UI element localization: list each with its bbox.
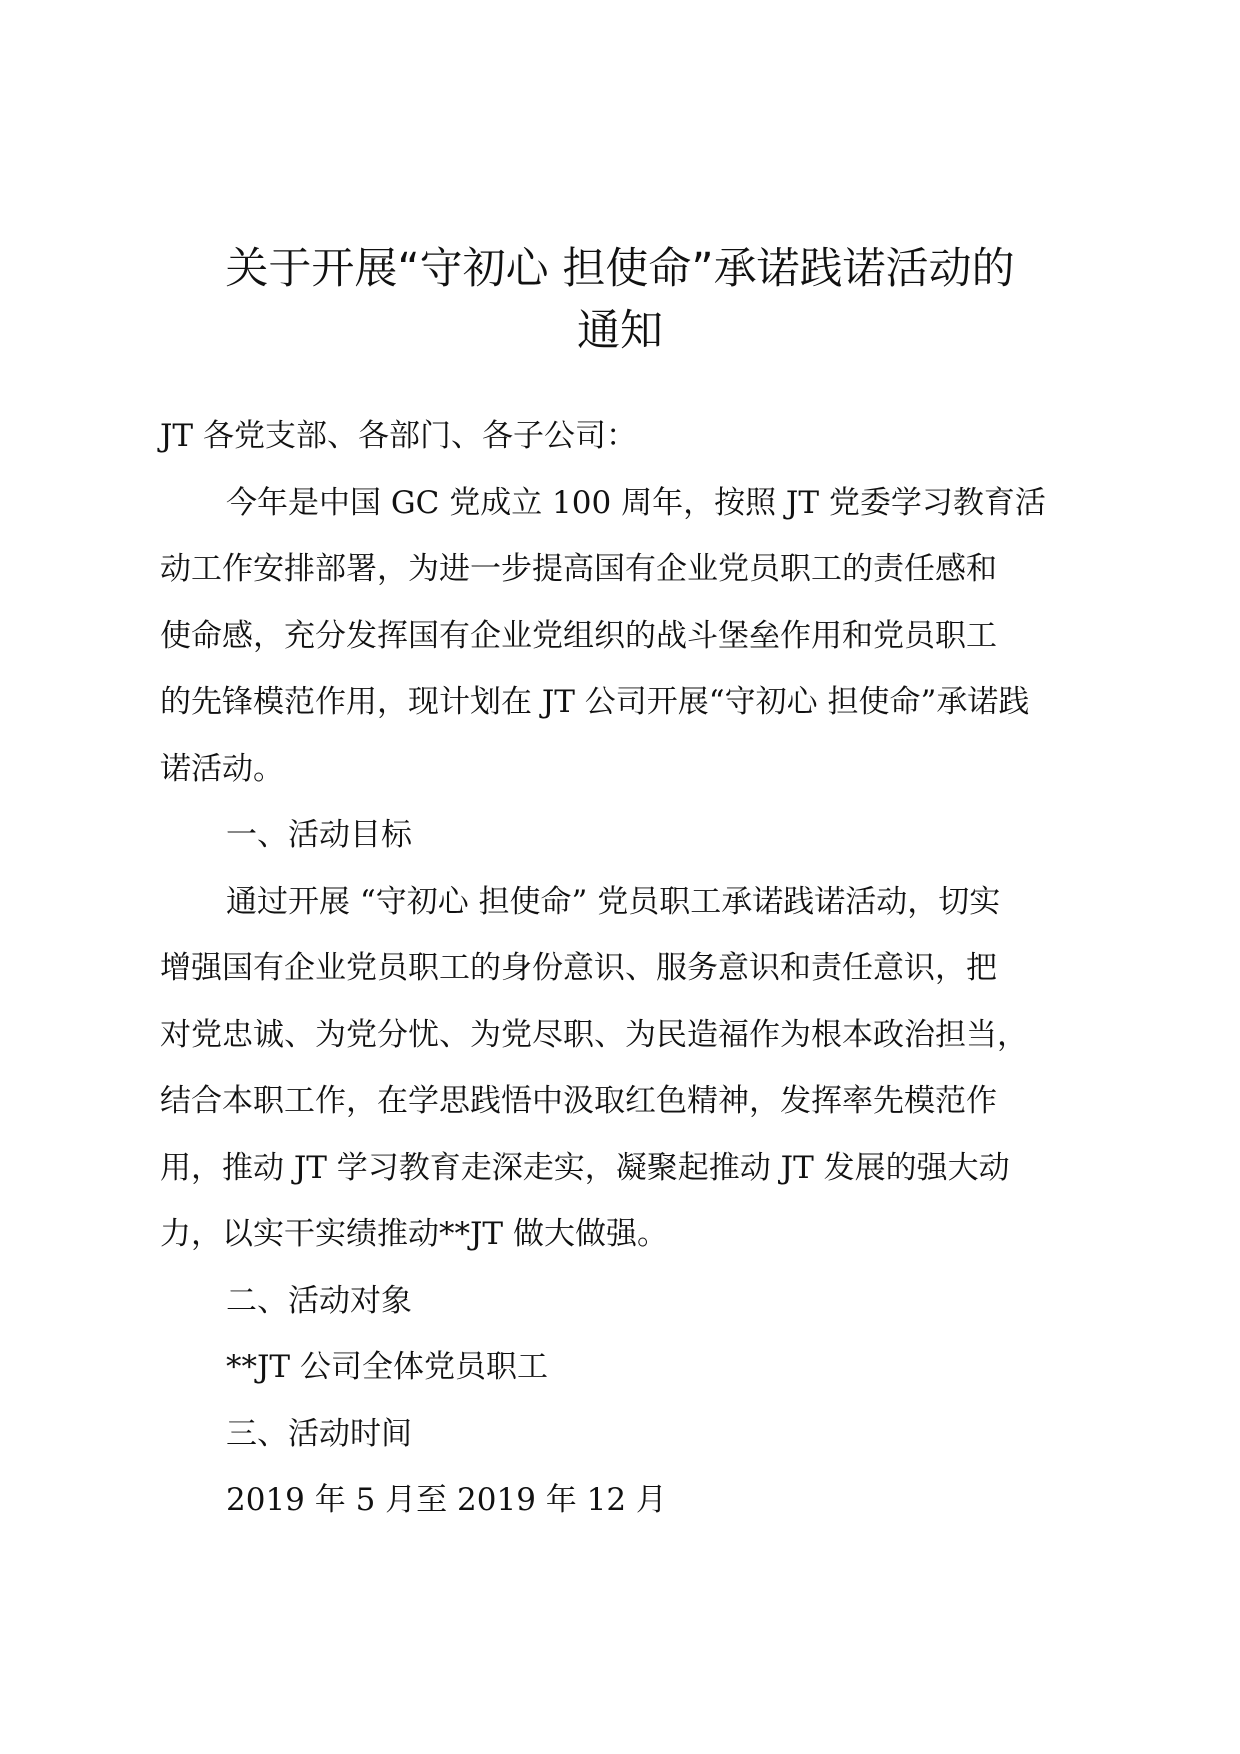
document-body — [160, 403, 1100, 1534]
intro-line: 使命感，充分发挥国有企业党组织的战斗堡垒作用和党员职工 — [160, 617, 997, 654]
section-heading-time: 三、活动时间 — [226, 1415, 412, 1452]
goals-line: 增强国有企业党员职工的身份意识、服务意识和责任意识，把 — [160, 950, 997, 986]
title-line-1: 关于开展“守初心 担使命”承诺践诺活动的 — [225, 244, 1015, 294]
intro-line: 诺活动。 — [160, 750, 284, 787]
goals-line: 通过开展 “守初心 担使命” 党员职工承诺践诺活动，切实 — [226, 883, 1001, 920]
time-text: 2019 年 5 月至 2019 年 12 月 — [226, 1482, 667, 1518]
document-title — [150, 238, 1090, 362]
intro-line: 今年是中国 GC 党成立 100 周年，按照 JT 党委学习教育活 — [226, 484, 1046, 521]
intro-line: 的先锋模范作用，现计划在 JT 公司开展“守初心 担使命”承诺践 — [160, 684, 1030, 720]
salutation: JT 各党支部、各部门、各子公司： — [160, 418, 637, 454]
section-heading-targets: 二、活动对象 — [226, 1282, 412, 1319]
goals-line: 结合本职工作，在学思践悟中汲取红色精神，发挥率先模范作 — [160, 1083, 997, 1119]
intro-line: 动工作安排部署，为进一步提高国有企业党员职工的责任感和 — [160, 551, 997, 587]
title-line-2: 通知 — [577, 306, 663, 356]
goals-line: 对党忠诚、为党分忧、为党尽职、为民造福作为根本政治担当， — [160, 1016, 1028, 1053]
section-heading-goals: 一、活动目标 — [226, 817, 412, 853]
goals-line: 用，推动 JT 学习教育走深走实，凝聚起推动 JT 发展的强大动 — [160, 1149, 1010, 1186]
goals-line: 力，以实干实绩推动**JT 做大做强。 — [160, 1216, 668, 1252]
targets-text: **JT 公司全体党员职工 — [226, 1349, 548, 1385]
